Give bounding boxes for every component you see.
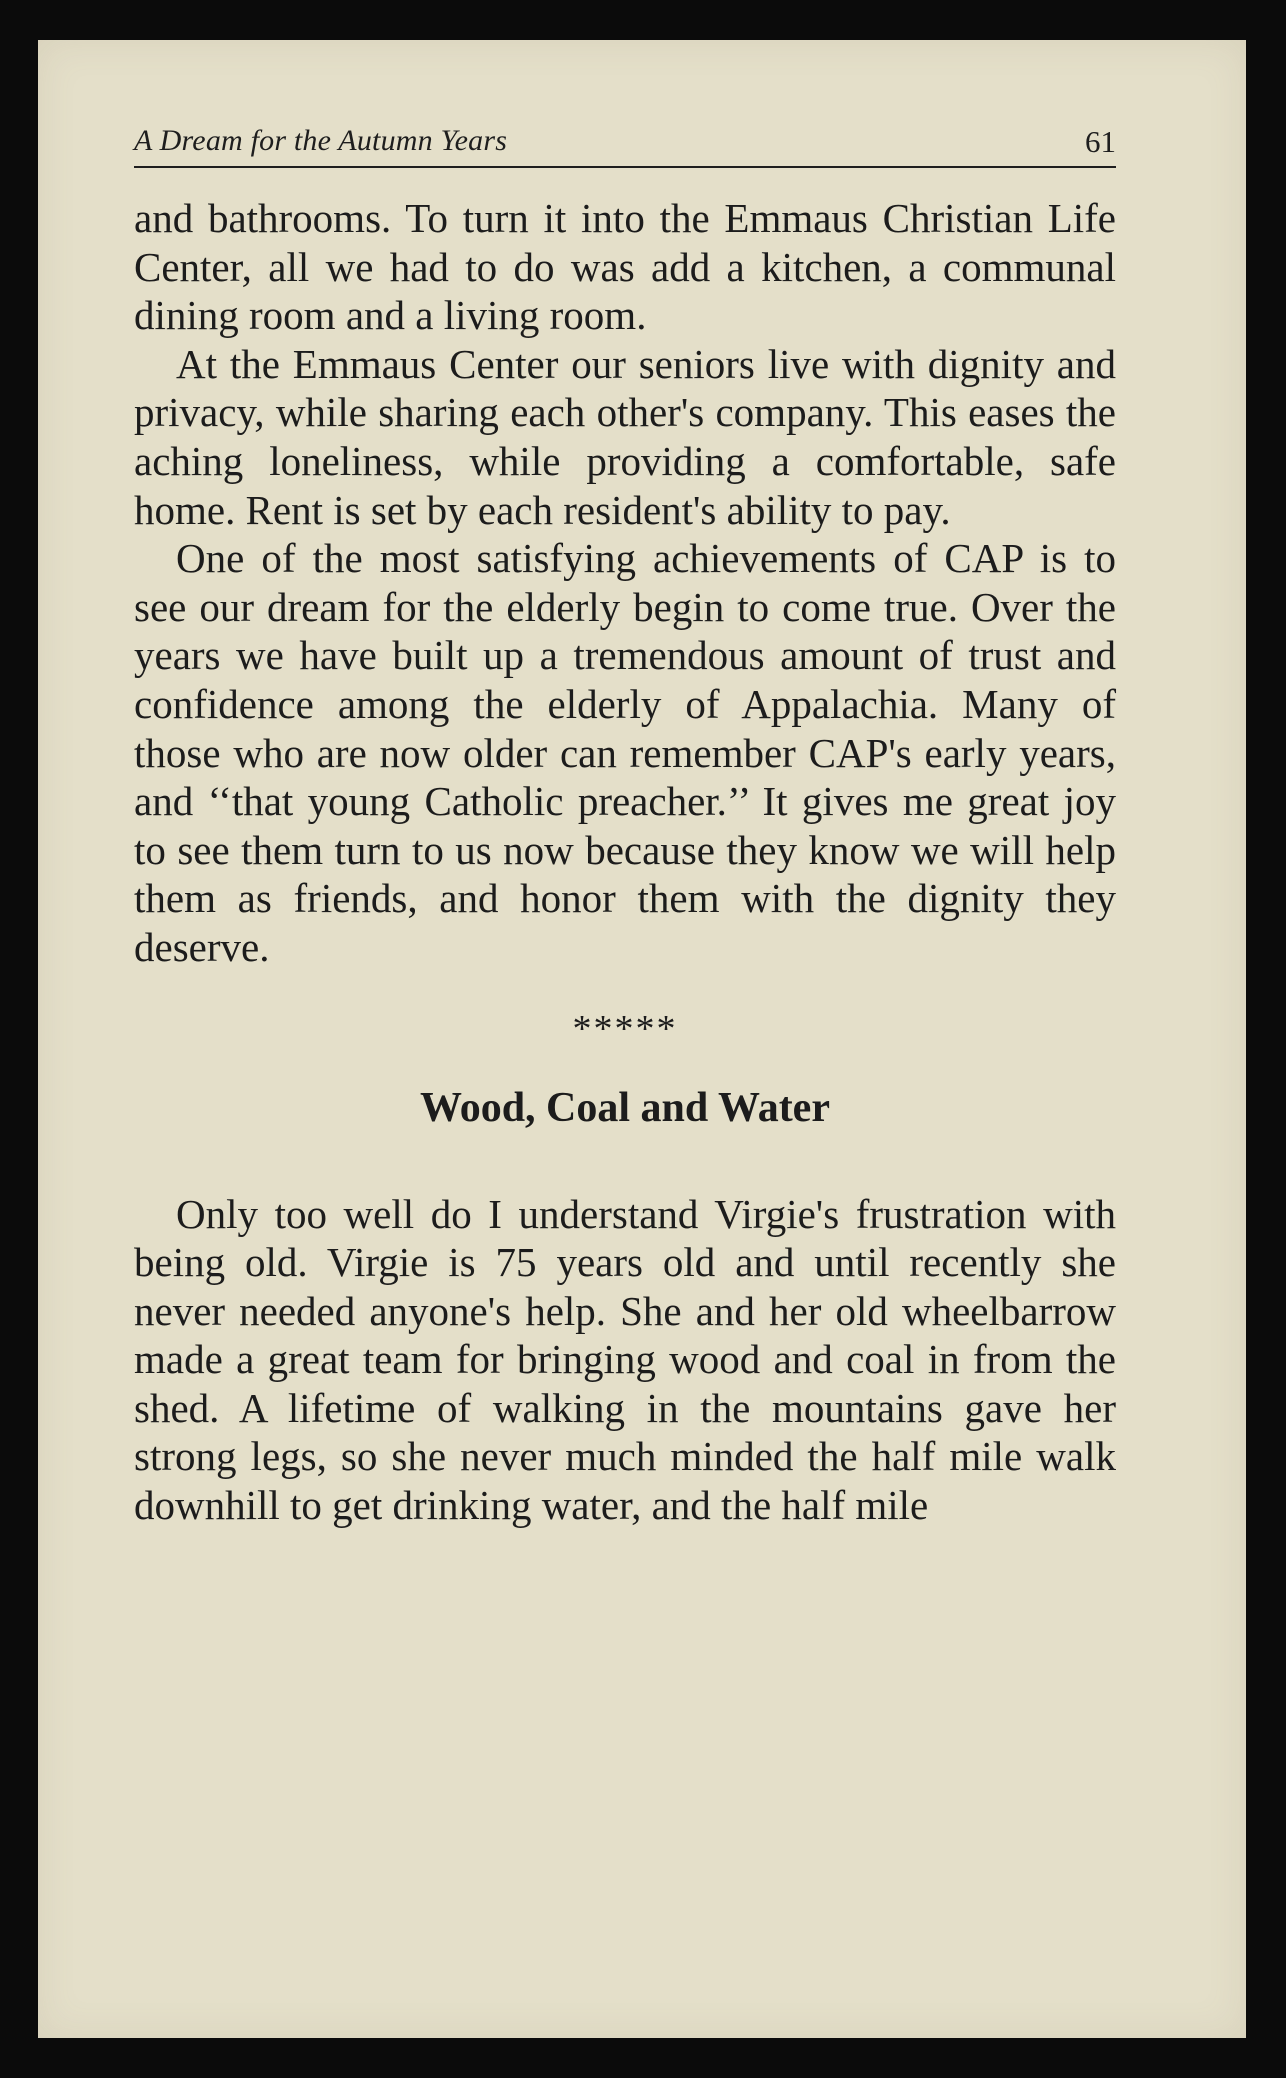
paragraph-virgie: Only too well do I understand Virgie's frustration with being old. Virgie is 75 years old and until recently she never needed anyone's help. She and her old wheelbarrow made a great team for bringing wood and coal in from the shed. A lifetime of walking in the mountains gave her strong legs, so she never much minded the half mile walk downhill to get drinking water, and the half mile [134,1190,1116,1529]
section-heading: Wood, Coal and Water [420,1084,830,1131]
running-header [134,122,1116,168]
body-text [134,194,1116,1530]
section-separator: ***** [572,1007,678,1050]
paragraph-cap-achievements: One of the most satisfying achievements of CAP is to see our dream for the elderly begin to come true. Over the years we have built up a tremendous amount of trust and confidence among the elderly of Appalachia. Many of those who are now older can remember CAP's early years, and ‘‘that young Catholic preacher.’’ It gives me great joy to see them turn to us now because they know we will help them as friends, and honor them with the dignity they deserve. [134,535,1116,970]
running-title: A Dream for the Autumn Years [134,124,508,157]
page-number: 61 [1085,124,1116,159]
paragraph-continued: and bathrooms. To turn it into the Emmaus Christian Life Center, all we had to do was add a kitchen, a communal dining room and a living room. [134,195,1116,339]
paragraph-emmaus-center: At the Emmaus Center our seniors live with dignity and privacy, while sharing each other's company. This eases the aching loneliness, while providing a comfortable, safe home. Rent is set by each resident's ability to pay. [134,340,1116,533]
